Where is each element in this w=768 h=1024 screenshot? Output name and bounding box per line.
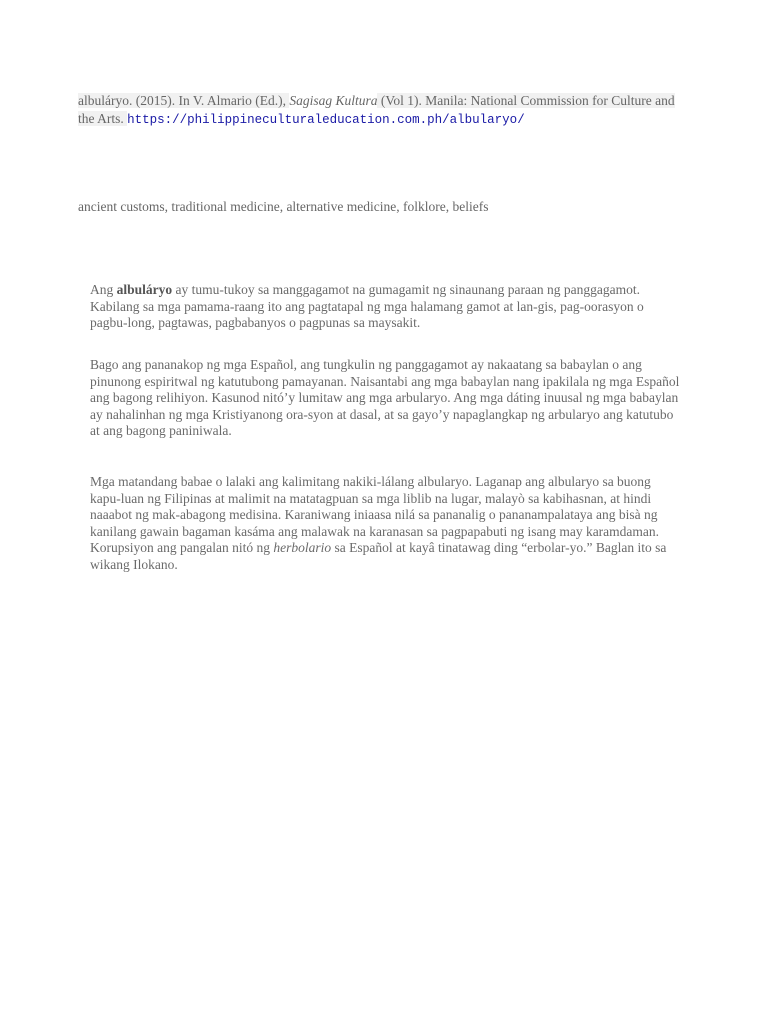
citation [78, 92, 678, 129]
citation-link[interactable]: https://philippineculturaleducation.com.ph/albularyo/ [127, 113, 525, 127]
paragraph-practice [90, 474, 680, 573]
citation-prefix: albuláryo. (2015). In V. Almario (Ed.), [78, 93, 290, 108]
keywords: ancient customs, traditional medicine, alternative medicine, folklore, beliefs [78, 199, 489, 214]
paragraph-history: Bago ang pananakop ng mga Español, ang tungkulin ng panggagamot ay nakaatang sa babaylan o ang pinunong espiritwal ng katutubong pamayanan. Naisantabi ang mga babaylan nang ipakilala ng mga Español ang bagong relihiyon. Kasunod nitó’y lumitaw ang mga arbularyo. Ang mga dáting inuusal ng mga babaylan ay nahalinhan ng mga Kristiyanong ora-syon at dasal, at sa gayo’y napaglangkap ng arbularyo ang katutubo at ang bagong paniniwala. [90, 357, 680, 438]
p1-lead: Ang [90, 282, 117, 297]
citation-suffix: (Vol 1). Manila: National Commission for Culture and the Arts. [78, 93, 675, 126]
p1-body: ay tumu-tukoy sa manggagamot na gumagamit ng sinaunang paraan ng panggagamot. Kabilang sa mga pamama-raang ito ang pagtatapal ng mga halamang gamot at lan-gis, pag-oorasyon o pagbu-long, pagtawas, pagbabanyos o pagpunas sa maysakit. [90, 282, 644, 330]
citation-title: Sagisag Kultura [289, 93, 378, 108]
p3-term: herbolario [273, 540, 332, 555]
paragraph-definition [90, 282, 680, 332]
p1-term: albuláryo [116, 282, 173, 297]
p3-before: Mga matandang babae o lalaki ang kalimitang nakiki-lálang albularyo. Laganap ang albularyo sa buong kapu-luan ng Filipinas at malimit na matatagpuan sa mga liblib na lugar, malayò sa kabihasnan, at hindi naaabot ng mak-abagong medisina. Karaniwang iniaasa nilá sa pananalig o pananampalataya ang bisà ng kanilang gawain bagaman kasáma ang malawak na karanasan sa pagpapabuti ng isang may karamdaman. Korupsiyon ang pangalan nitó ng [90, 474, 660, 555]
p3-after: sa Español at kayâ tinatawag ding “erbolar-yo.” Baglan ito sa wikang Ilokano. [90, 540, 667, 572]
